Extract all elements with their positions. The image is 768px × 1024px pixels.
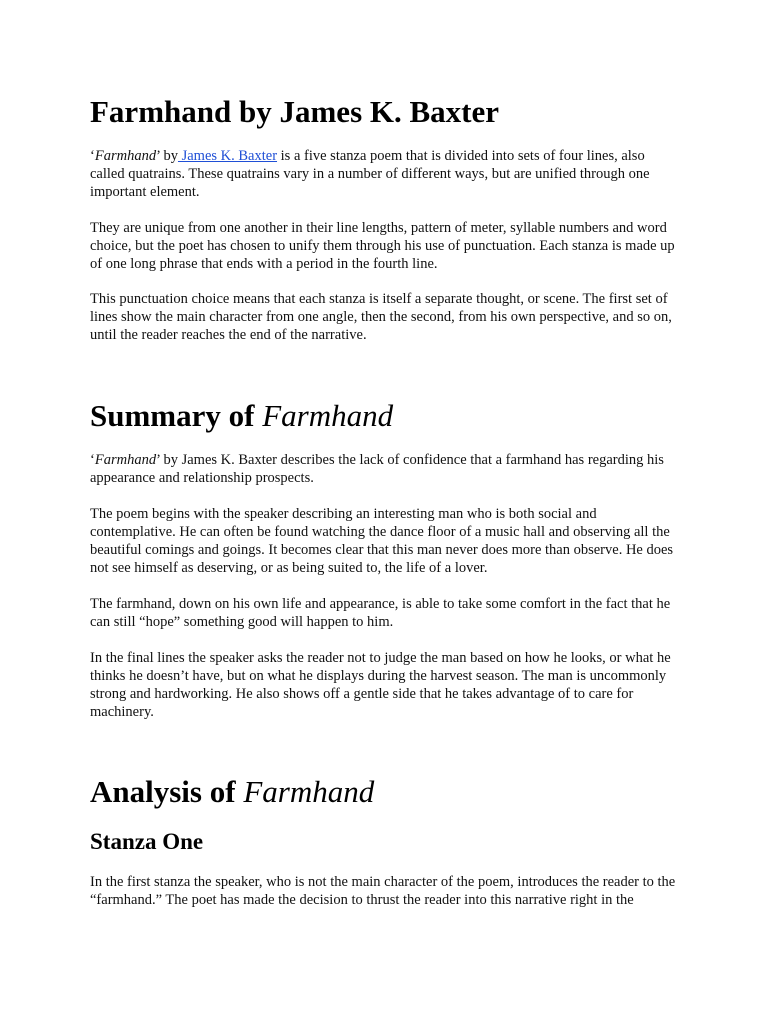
- summary-poem-title-italic: Farmhand: [94, 452, 157, 468]
- poem-title-italic: Farmhand: [94, 148, 157, 164]
- summary-intro-rest: ’ by James K. Baxter describes the lack of confidence that a farmhand has regarding his appearance and relationship prospects.: [90, 452, 664, 486]
- paragraph-unique: They are unique from one another in their line lengths, pattern of meter, syllable numbers and word choice, but the poet has chosen to unify them through his use of punctuation. Each stanza is made up of one long phrase that ends with a period in the fourth line.: [90, 220, 675, 272]
- paragraph-punctuation: This punctuation choice means that each stanza is itself a separate thought, or scene. The first set of lines show the main character from one angle, then the second, from his own perspective, and so on, until the reader reaches the end of the narrative.: [90, 291, 672, 343]
- summary-paragraph-begins: The poem begins with the speaker describing an interesting man who is both social and contemplative. He can often be found watching the dance floor of a music hall and observing all the beautiful comings and goings. It becomes clear that this man never does more than observe. He does not see himself as deserving, or as being suited to, the life of a lover.: [90, 506, 674, 576]
- intro-rest: is a five stanza poem that is divided into sets of four lines, also called quatrains. These quatrains vary in a number of different ways, but are unified through one important element.: [90, 148, 650, 200]
- intro-paragraph: [90, 147, 682, 201]
- stanza-one-paragraph: In the first stanza the speaker, who is not the main character of the poem, introduces the reader to the “farmhand.” The poet has made the decision to thrust the reader into this narrative right in the: [90, 874, 676, 908]
- summary-paragraph-final: In the final lines the speaker asks the reader not to judge the man based on how he looks, or what he thinks he doesn’t have, but on what he displays during the harvest season. The man is uncommonly strong and hardworking. He also shows off a gentle side that he takes advantage of to care for machinery.: [90, 650, 671, 720]
- analysis-heading-prefix: Analysis of: [90, 774, 244, 809]
- quote-close-by: ’ by: [156, 148, 178, 164]
- summary-heading: [90, 398, 393, 434]
- page-title: Farmhand by James K. Baxter: [90, 94, 500, 129]
- summary-intro-paragraph: [90, 451, 682, 487]
- analysis-heading: [90, 774, 374, 810]
- stanza-one-heading: Stanza One: [90, 829, 204, 854]
- summary-heading-prefix: Summary of: [90, 398, 263, 433]
- quote-open: ‘: [90, 148, 95, 164]
- author-link[interactable]: James K. Baxter: [177, 148, 278, 164]
- summary-heading-italic: Farmhand: [262, 398, 394, 433]
- summary-paragraph-hope: The farmhand, down on his own life and appearance, is able to take some comfort in the fact that he can still “hope” something good will happen to him.: [90, 596, 671, 630]
- analysis-heading-italic: Farmhand: [243, 774, 375, 809]
- summary-quote-open: ‘: [90, 452, 95, 468]
